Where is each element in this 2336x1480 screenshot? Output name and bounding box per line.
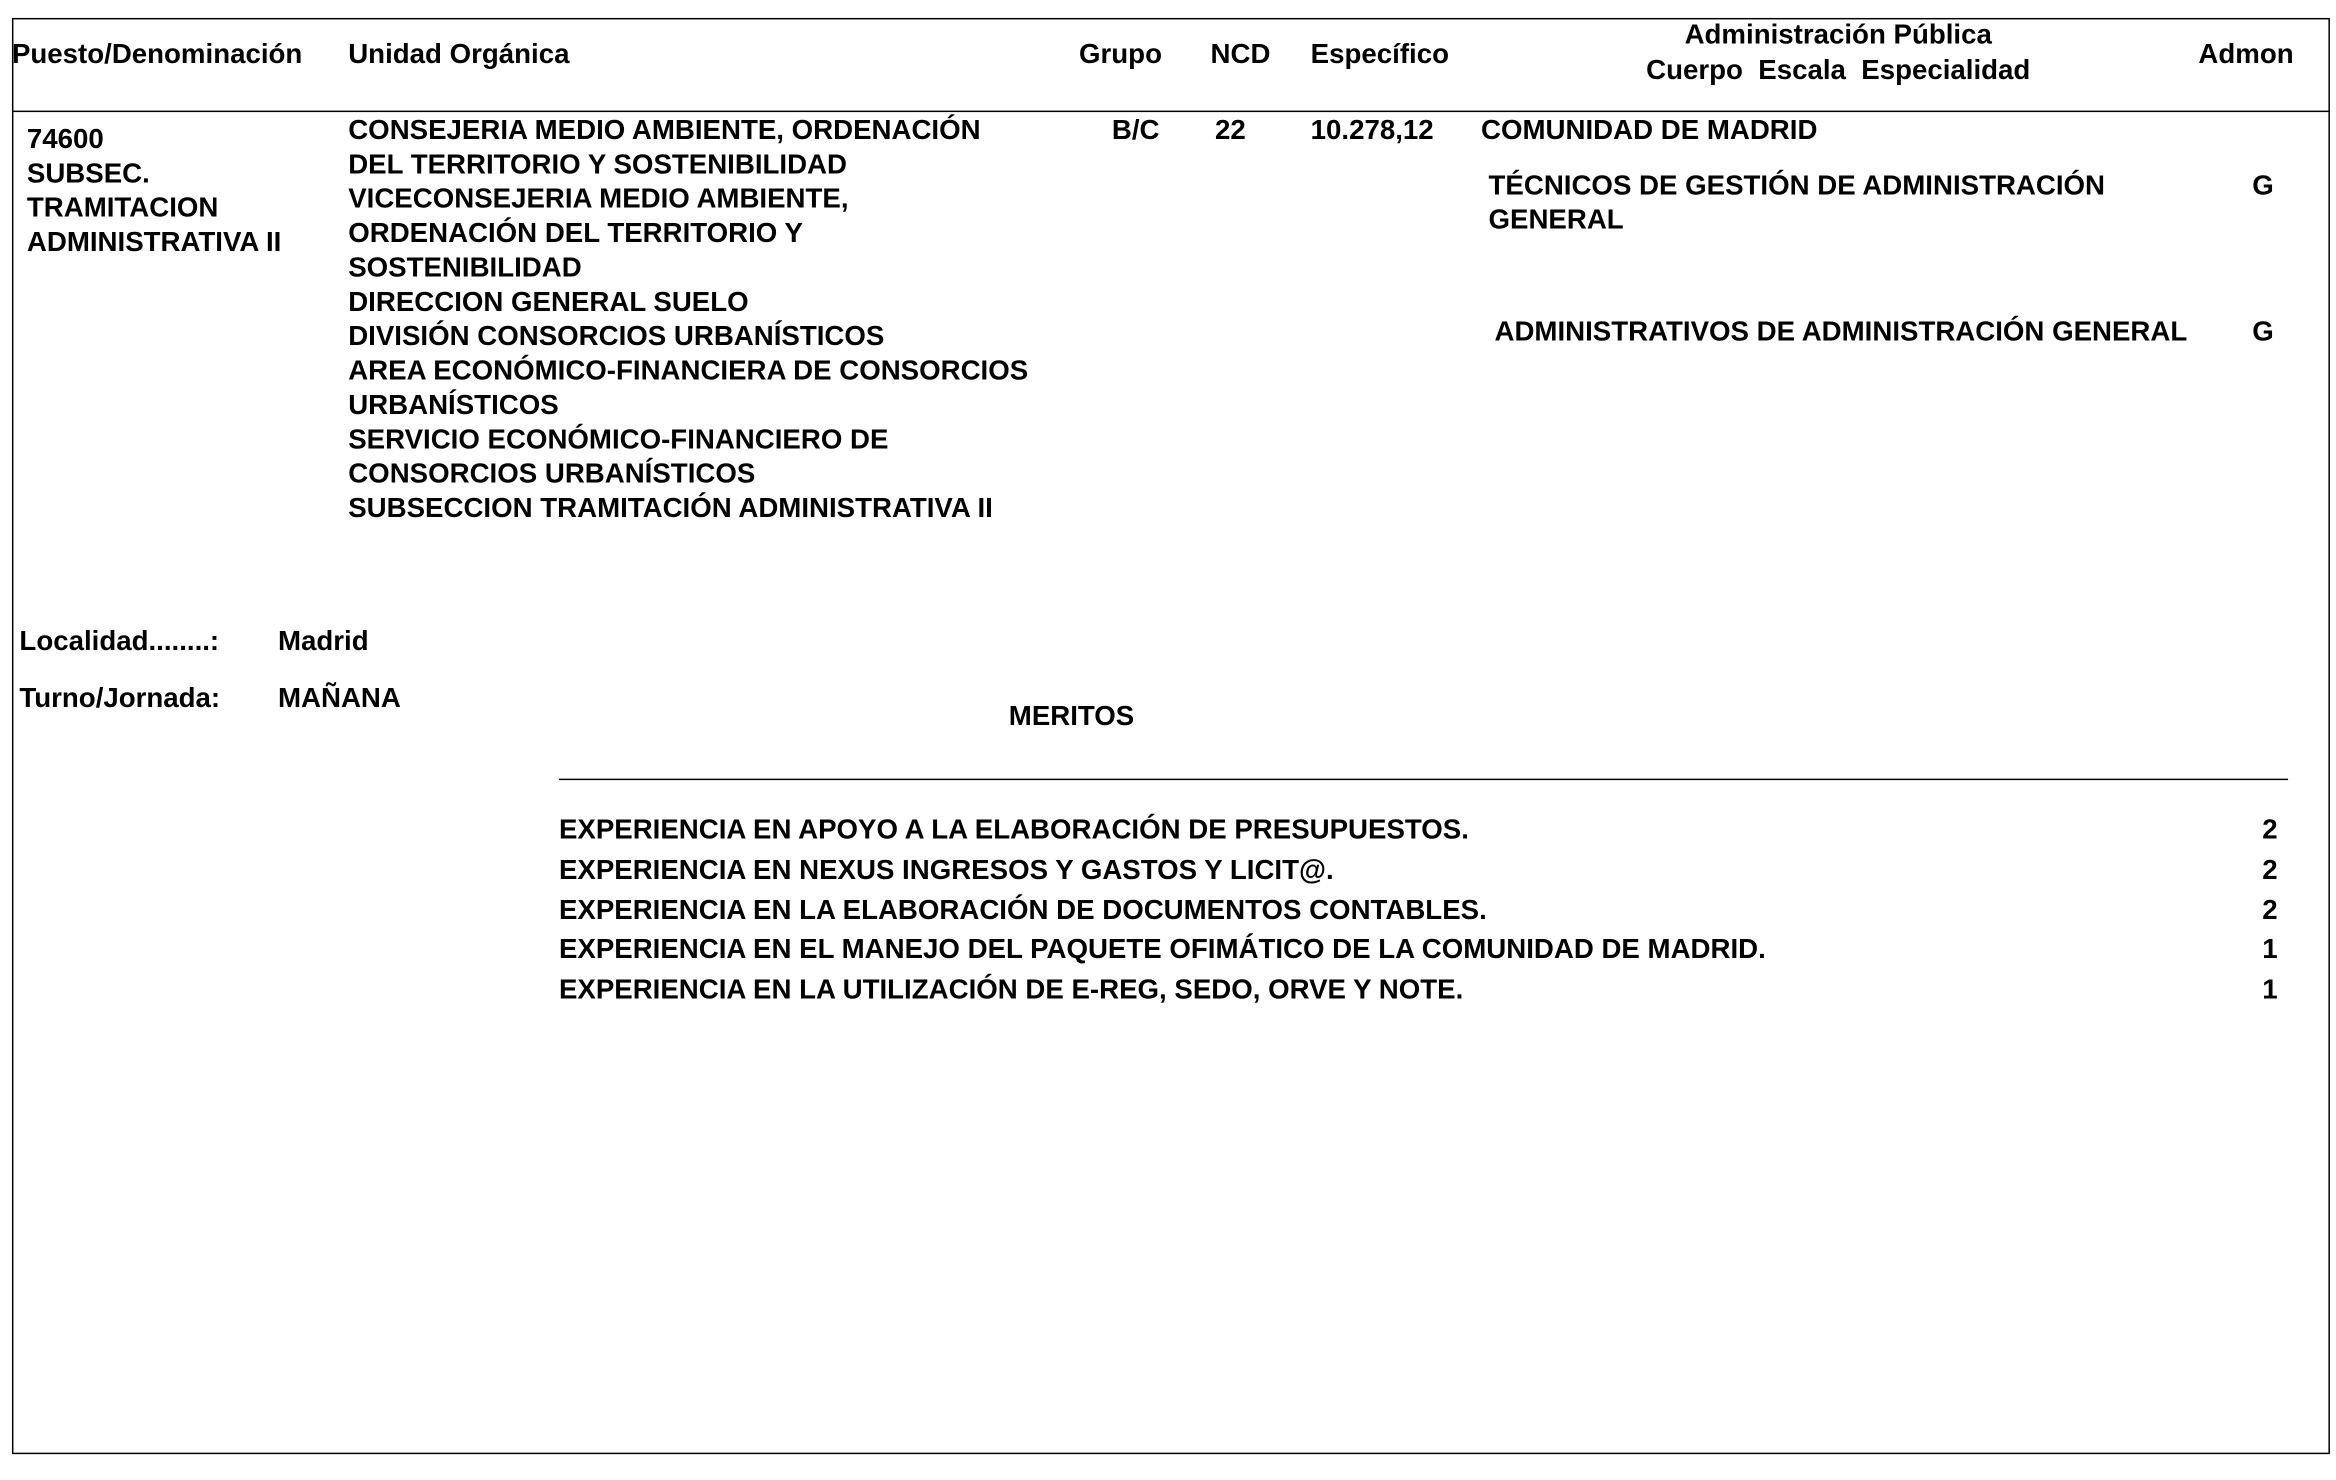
header-especifico: Específico xyxy=(1310,37,1449,69)
cuerpo-line: TÉCNICOS DE GESTIÓN DE ADMINISTRACIÓN xyxy=(1488,168,2106,201)
header-puesto: Puesto/Denominación xyxy=(11,37,303,69)
position-name-line: SUBSEC. xyxy=(26,156,150,189)
merit-text: EXPERIENCIA EN NEXUS INGRESOS Y GASTOS Y LICIT@. xyxy=(558,853,1334,885)
unit-line: DEL TERRITORIO Y SOSTENIBILIDAD xyxy=(348,147,847,180)
organic-unit-cell xyxy=(348,112,1028,524)
cuerpo-entry-2: ADMINISTRATIVOS DE ADMINISTRACIÓN GENERAL xyxy=(1494,315,2188,347)
header-admon: Admon xyxy=(2198,37,2294,69)
unit-line: AREA ECONÓMICO-FINANCIERA DE CONSORCIOS xyxy=(348,354,1029,386)
header-grupo: Grupo xyxy=(1079,37,1162,69)
unit-line: URBANÍSTICOS xyxy=(348,388,559,420)
merit-text: EXPERIENCIA EN EL MANEJO DEL PAQUETE OFIMÁTICO DE LA COMUNIDAD DE MADRID. xyxy=(558,933,1766,965)
administracion-value: COMUNIDAD DE MADRID xyxy=(1481,113,1818,145)
position-name-line: TRAMITACION xyxy=(26,191,219,223)
merit-score: 2 xyxy=(2262,893,2278,925)
unit-line: VICECONSEJERIA MEDIO AMBIENTE, xyxy=(348,182,849,214)
merit-text: EXPERIENCIA EN LA UTILIZACIÓN DE E-REG, SEDO, ORVE Y NOTE. xyxy=(558,973,1464,1005)
merit-score: 2 xyxy=(2262,853,2278,885)
merits-list xyxy=(559,810,2278,1010)
admon-value-1: G xyxy=(2252,168,2274,201)
unit-line: SUBSECCION TRAMITACIÓN ADMINISTRATIVA II xyxy=(348,491,993,524)
merits-title: MERITOS xyxy=(1008,699,1135,731)
position-name-cell xyxy=(27,121,281,258)
merit-score: 1 xyxy=(2262,973,2278,1005)
header-unidad: Unidad Orgánica xyxy=(348,37,570,69)
turno-label: Turno/Jornada: xyxy=(19,681,221,713)
unit-line: SERVICIO ECONÓMICO-FINANCIERO DE xyxy=(348,422,889,455)
turno-value: MAÑANA xyxy=(277,681,401,713)
header-cuerpo-escala: Cuerpo Escala Especialidad xyxy=(1646,53,2031,86)
unit-line: SOSTENIBILIDAD xyxy=(348,251,582,283)
cuerpo-line: GENERAL xyxy=(1488,203,1624,235)
unit-line: DIRECCION GENERAL SUELO xyxy=(348,285,749,317)
merit-row xyxy=(559,810,2278,850)
header-ncd: NCD xyxy=(1210,37,1271,69)
unit-line: ORDENACIÓN DEL TERRITORIO Y xyxy=(348,216,803,249)
merit-row xyxy=(559,890,2278,930)
position-name-line: ADMINISTRATIVA II xyxy=(26,225,282,258)
unit-line: CONSORCIOS URBANÍSTICOS xyxy=(348,457,756,489)
unit-line: CONSEJERIA MEDIO AMBIENTE, ORDENACIÓN xyxy=(348,113,981,145)
merit-text: EXPERIENCIA EN LA ELABORACIÓN DE DOCUMENTOS CONTABLES. xyxy=(558,893,1487,925)
position-code: 74600 xyxy=(26,122,104,154)
merit-row xyxy=(559,850,2278,890)
merit-row xyxy=(559,930,2278,970)
localidad-label: Localidad........: xyxy=(19,624,220,657)
ncd-value: 22 xyxy=(1215,113,1246,145)
merits-rule xyxy=(559,779,2288,780)
unit-line: DIVISIÓN CONSORCIOS URBANÍSTICOS xyxy=(348,319,885,352)
cuerpo-entry-1 xyxy=(1489,167,2106,236)
merit-text: EXPERIENCIA EN APOYO A LA ELABORACIÓN DE PRESUPUESTOS. xyxy=(558,813,1469,845)
header-administracion: Administración Pública xyxy=(1684,17,1992,50)
especifico-value: 10.278,12 xyxy=(1310,113,1434,145)
merit-score: 2 xyxy=(2262,813,2278,845)
admon-value-2: G xyxy=(2252,315,2274,347)
grupo-value: B/C xyxy=(1111,113,1160,145)
merit-row xyxy=(559,970,2278,1010)
merit-score: 1 xyxy=(2262,933,2278,965)
localidad-value: Madrid xyxy=(277,624,369,657)
